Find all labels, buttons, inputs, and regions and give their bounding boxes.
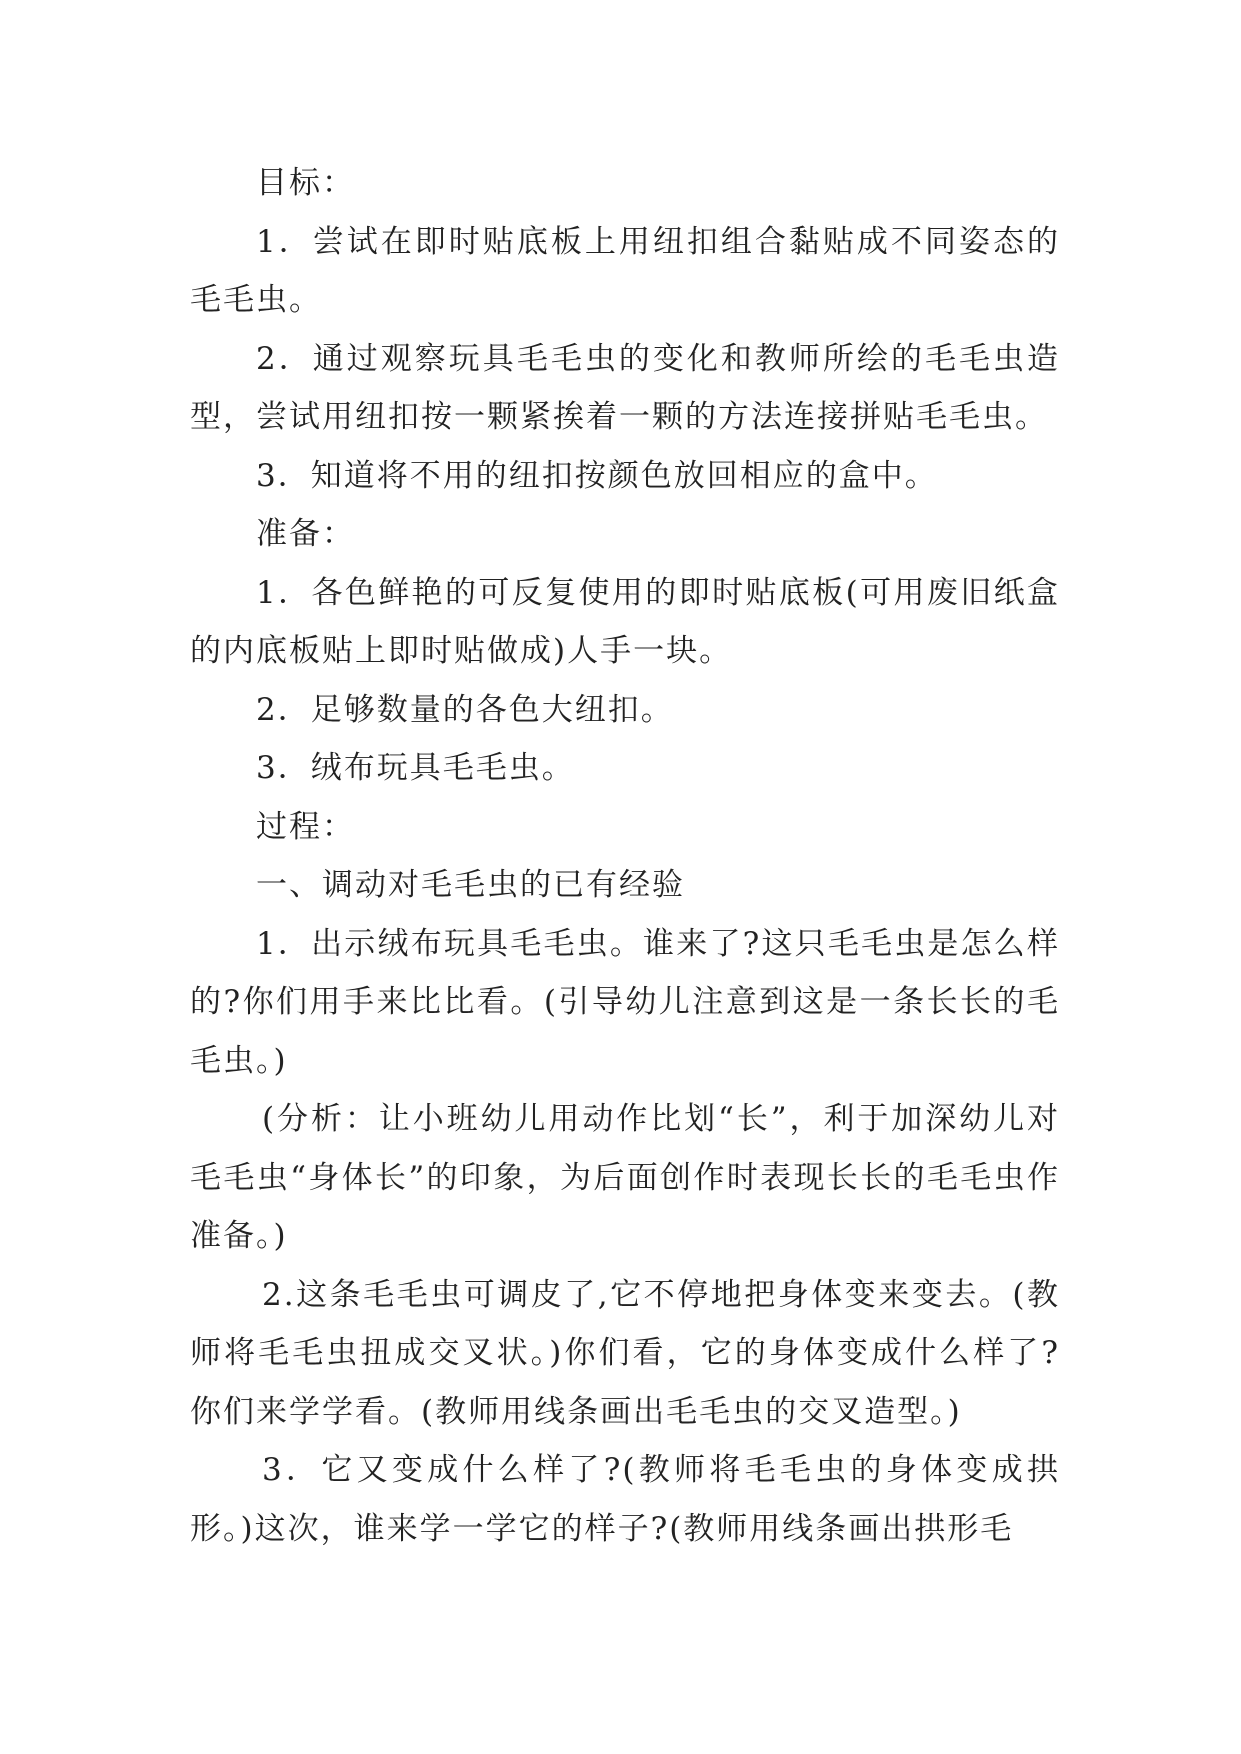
process-step-3: 3．它又变成什么样了?(教师将毛毛虫的身体变成拱形。)这次，谁来学一学它的样子?(教师用线条画出拱形毛 bbox=[190, 1452, 1060, 1547]
heading-process: 过程： bbox=[256, 808, 355, 845]
goal-item-2: 2．通过观察玩具毛毛虫的变化和教师所绘的毛毛虫造型，尝试用纽扣按一颗紧挨着一颗的方法连接拼贴毛毛虫。 bbox=[190, 340, 1060, 435]
preparation-item-2: 2．足够数量的各色大纽扣。 bbox=[256, 691, 674, 728]
heading-preparation: 准备： bbox=[256, 516, 355, 552]
heading-goals: 目标： bbox=[256, 165, 355, 201]
analysis-note: (分析：让小班幼儿用动作比划“长”，利于加深幼儿对毛毛虫“身体长”的印象，为后面创作时表现长长的毛毛虫作准备。) bbox=[190, 1101, 1060, 1254]
process-step-1: 1．出示绒布玩具毛毛虫。谁来了?这只毛毛虫是怎么样的?你们用手来比比看。(引导幼儿注意到这是一条长长的毛毛虫。) bbox=[190, 925, 1060, 1079]
process-step-2: 2.这条毛毛虫可调皮了,它不停地把身体变来变去。(教师将毛毛虫扭成交叉状。)你们看，它的身体变成什么样了?你们来学学看。(教师用线条画出毛毛虫的交叉造型。) bbox=[190, 1276, 1060, 1430]
goal-item-3: 3．知道将不用的纽扣按颜色放回相应的盒中。 bbox=[256, 457, 938, 494]
document-body bbox=[190, 154, 1060, 1558]
goal-item-1: 1．尝试在即时贴底板上用纽扣组合黏贴成不同姿态的毛毛虫。 bbox=[190, 223, 1060, 318]
preparation-item-3: 3．绒布玩具毛毛虫。 bbox=[256, 750, 575, 786]
process-section-1: 一、调动对毛毛虫的已有经验 bbox=[256, 867, 685, 903]
preparation-item-1: 1．各色鲜艳的可反复使用的即时贴底板(可用废旧纸盒的内底板贴上即时贴做成)人手一块。 bbox=[190, 574, 1060, 669]
